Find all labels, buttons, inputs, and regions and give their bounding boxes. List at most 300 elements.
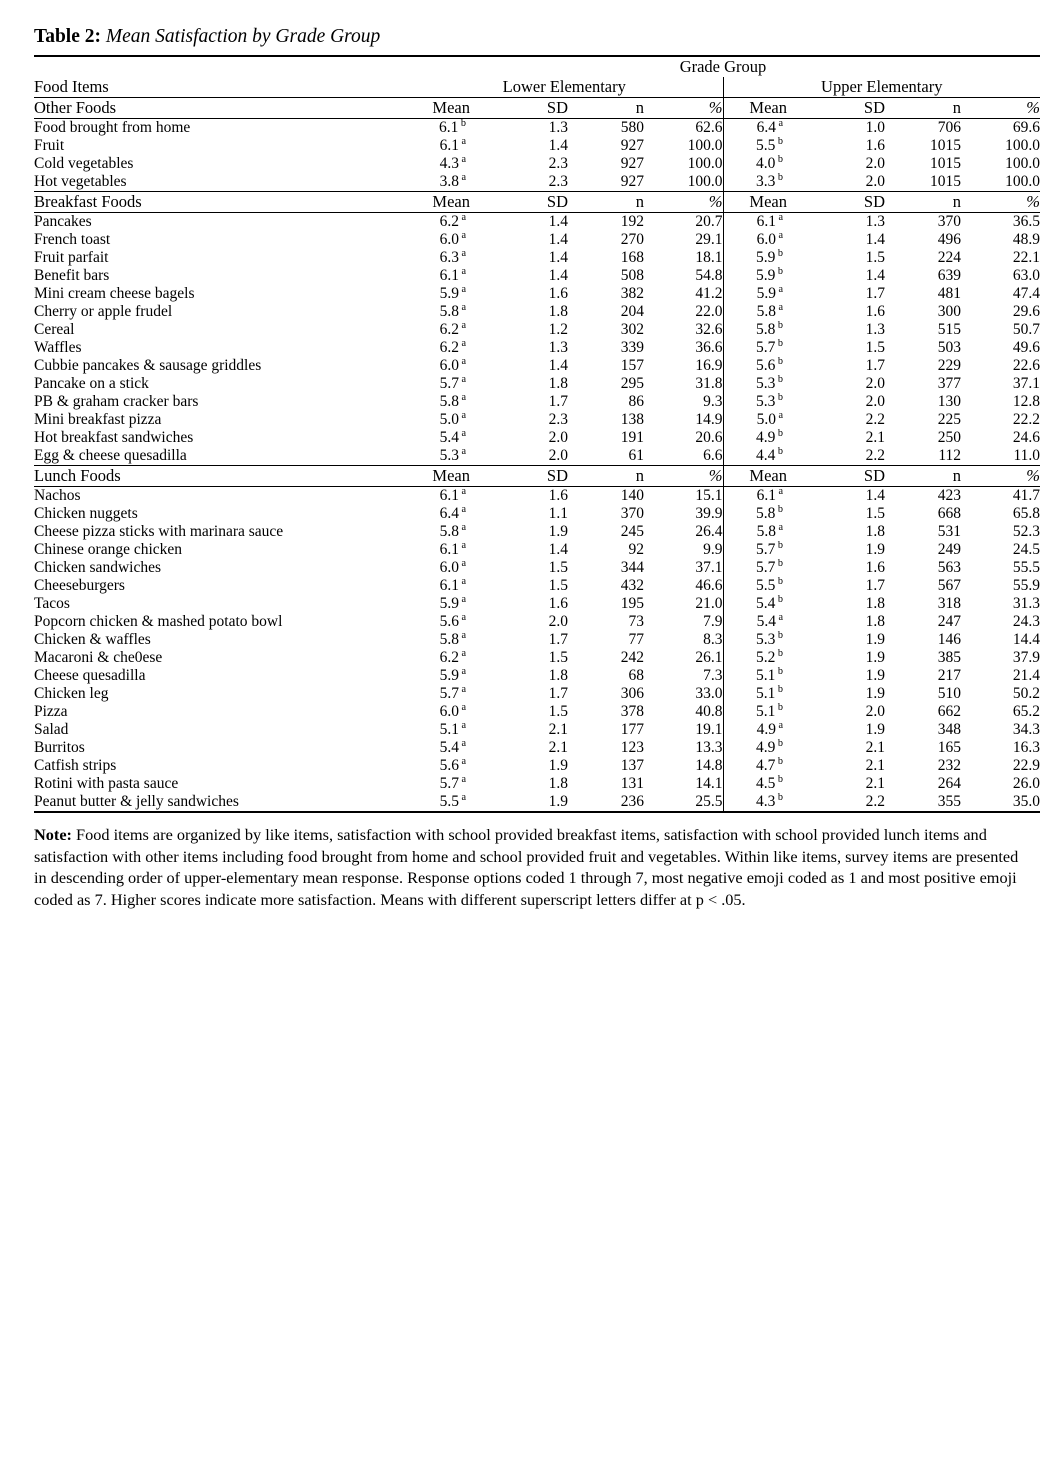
cell-pct-lower: 14.1 [695,775,723,792]
table-row [34,541,1040,559]
cell-n-upper: 1015 [930,137,961,154]
cell-n-lower: 140 [568,487,644,506]
superscript-marker: a [461,229,466,241]
lower-elementary-header: Lower Elementary [502,77,626,96]
row-item-label: Burritos [34,739,85,756]
cell-n-lower: 195 [620,595,644,612]
cell-n-lower: 191 [620,429,644,446]
row-item-label: Hot vegetables [34,173,127,190]
cell-n-upper: 662 [937,703,961,720]
cell-mean-lower: 5.7 $^a$ [439,773,466,792]
table-row [34,375,1040,393]
food-items-header: Food Items [34,77,109,96]
cell-pct-upper: 55.9 [1012,577,1040,594]
cell-pct-upper: 100.0 [1005,155,1040,172]
superscript-marker: b [777,593,783,605]
cell-mean-upper: 4.9 $^b$ [723,429,809,447]
cell-sd-lower: 2.0 [548,613,568,630]
row-item-label: Rotini with pasta sauce [34,775,179,792]
cell-pct-lower: 32.6 [695,321,723,338]
cell-pct-upper: 36.5 [961,213,1040,232]
cell-sd-upper: 1.9 [865,649,885,666]
superscript-marker: b [777,391,783,403]
cell-sd-lower: 1.6 [492,487,568,506]
col-header-pct-upper: % [961,98,1040,119]
cell-n-lower: 270 [620,231,644,248]
cell-pct-lower: 100.0 [687,155,723,172]
cell-n-lower: 77 [628,631,644,648]
row-item-label: Salad [34,721,69,738]
row-item-label: Cheese quesadilla [34,667,146,684]
table-row [34,411,1040,429]
table-row [34,631,1040,649]
cell-mean-lower: 5.7 $^a$ [439,683,466,702]
superscript-marker: b [777,355,783,367]
superscript-marker: a [461,265,466,277]
cell-sd-lower: 1.8 [548,667,568,684]
cell-pct-lower: 16.9 [695,357,723,374]
cell-sd-lower: 1.4 [548,357,568,374]
note-text: Food items are organized by like items, satisfaction with school provided breakfast items, satisfaction with school provided lunch items and satisfaction with other items including food brought from home and school provided fruit and vegetables. Within like items, survey items are presented in descending order of upper-elementary mean response. Response options coded 1 through 7, most negative emoji coded as 1 and most positive emoji coded as 7. Higher scores indicate more satisfaction. Means with different superscript letters differ at p < .05. [34,825,1019,910]
section-header-row [34,466,1040,487]
cell-sd-upper: 1.3 [865,321,885,338]
cell-sd-upper: 2.1 [865,429,885,446]
superscript-marker: b [777,427,783,439]
cell-sd-lower: 1.6 [548,285,568,302]
row-item-label: Chicken nuggets [34,505,138,522]
superscript-marker: b [460,117,466,129]
col-header-sd-lower: SD [492,98,568,119]
cell-mean-lower: 5.5 $^a$ [439,791,466,810]
cell-mean-upper: 4.3 $^b$ [723,793,809,812]
cell-pct-upper: 41.7 [961,487,1040,506]
col-header-n-upper: n [885,466,961,487]
cell-n-upper: 706 [885,119,961,138]
cell-sd-lower: 1.5 [548,703,568,720]
superscript-marker: b [777,503,783,515]
row-item-label: Fruit [34,137,65,154]
cell-mean-upper: 5.1 $^b$ [723,685,809,703]
cell-pct-upper: 63.0 [1012,267,1040,284]
cell-pct-upper: 50.7 [1012,321,1040,338]
cell-mean-lower: 6.1 $^a$ [406,487,492,506]
cell-n-upper: 370 [885,213,961,232]
cell-mean-upper: 5.5 $^b$ [723,137,809,155]
cell-sd-lower: 2.3 [548,173,568,190]
row-item-label: Benefit bars [34,267,110,284]
row-item-label: Mini breakfast pizza [34,411,162,428]
cell-n-upper: 1015 [930,173,961,190]
col-header-mean-upper: Mean [723,192,809,213]
cell-pct-upper: 29.6 [1012,303,1040,320]
cell-pct-upper: 21.4 [1012,667,1040,684]
table-body [34,56,1040,813]
cell-mean-upper: 6.1 $^a$ [723,213,809,232]
cell-n-upper: 1015 [930,155,961,172]
cell-sd-lower: 1.5 [548,577,568,594]
table-row [34,447,1040,466]
table-row [34,357,1040,375]
rule-cell [34,812,1040,813]
cell-n-lower: 236 [620,793,644,810]
table-note [34,824,1030,911]
cell-sd-lower: 1.8 [548,375,568,392]
superscript-marker: b [777,665,783,677]
table-row [34,137,1040,155]
cell-n-upper: 112 [938,447,961,464]
row-item-label: Chicken leg [34,685,109,702]
superscript-marker: a [778,283,783,295]
row-item-label: Cereal [34,321,75,338]
cell-n-lower: 61 [628,447,644,464]
cell-pct-lower: 7.9 [703,613,723,630]
table-row [34,339,1040,357]
cell-mean-upper: 6.0 $^a$ [723,231,809,249]
cell-sd-lower: 1.8 [548,303,568,320]
superscript-marker: a [461,791,466,803]
cell-n-upper: 503 [937,339,961,356]
cell-mean-upper: 5.3 $^b$ [723,393,809,411]
cell-mean-upper: 5.7 $^b$ [723,339,809,357]
superscript-marker: b [777,629,783,641]
cell-sd-lower: 2.1 [548,739,568,756]
superscript-marker: a [461,283,466,295]
cell-n-lower: 157 [620,357,644,374]
cell-n-upper: 423 [885,487,961,506]
cell-n-lower: 242 [620,649,644,666]
cell-n-lower: 92 [628,541,644,558]
cell-pct-lower: 9.3 [703,393,723,410]
col-header-n-upper: n [885,98,961,119]
superscript-marker: a [461,575,466,587]
cell-sd-upper: 2.0 [865,393,885,410]
cell-n-upper: 496 [937,231,961,248]
table-row [34,559,1040,577]
cell-mean-lower: 6.0 $^a$ [439,557,466,576]
cell-n-lower: 138 [620,411,644,428]
cell-pct-lower: 46.6 [695,577,723,594]
table-row [34,173,1040,192]
cell-mean-lower: 5.9 $^a$ [439,665,466,684]
superscript-marker: b [777,319,783,331]
superscript-marker: a [461,485,466,497]
cell-n-lower: 580 [568,119,644,138]
cell-sd-lower: 1.9 [548,793,568,810]
cell-sd-upper: 1.9 [865,721,885,738]
superscript-marker: a [461,427,466,439]
row-item-label: Catfish strips [34,757,117,774]
cell-sd-lower: 1.9 [548,757,568,774]
row-item-label: Pancakes [34,213,406,232]
row-item-label: Chinese orange chicken [34,541,183,558]
cell-mean-upper: 5.3 $^b$ [723,375,809,393]
cell-pct-upper: 35.0 [1012,793,1040,810]
superscript-marker: a [461,391,466,403]
row-item-label: Nachos [34,487,406,506]
cell-n-lower: 131 [620,775,644,792]
cell-pct-lower: 22.0 [695,303,723,320]
superscript-marker: a [461,611,466,623]
cell-n-lower: 432 [620,577,644,594]
cell-mean-upper: 4.5 $^b$ [723,775,809,793]
superscript-marker: b [777,247,783,259]
table-row [34,119,1040,138]
col-header-sd-lower: SD [492,192,568,213]
table-title-text: Mean Satisfaction by Grade Group [105,26,381,47]
group-label-row [34,77,1040,98]
cell-mean-lower: 3.8 $^a$ [439,171,466,190]
cell-n-lower: 192 [568,213,644,232]
table-row [34,721,1040,739]
cell-mean-upper: 5.4 $^a$ [723,613,809,631]
row-item-label: Cherry or apple frudel [34,303,173,320]
superscript-marker: a [461,647,466,659]
cell-sd-lower: 1.4 [548,249,568,266]
superscript-marker: a [778,485,783,497]
cell-mean-lower: 6.1 $^a$ [439,539,466,558]
table-row [34,667,1040,685]
cell-mean-upper: 5.8 $^b$ [723,321,809,339]
col-header-mean-upper: Mean [723,466,809,487]
cell-mean-upper: 5.3 $^b$ [723,631,809,649]
section-title: Other Foods [34,98,406,119]
cell-sd-upper: 1.4 [865,231,885,248]
cell-n-upper: 264 [937,775,961,792]
cell-sd-lower: 1.5 [548,559,568,576]
superscript-marker: a [461,521,466,533]
satisfaction-table [34,55,1040,813]
row-item-label: Pancake on a stick [34,375,149,392]
row-item-label: Peanut butter & jelly sandwiches [34,793,239,810]
cell-sd-upper: 1.7 [865,357,885,374]
cell-mean-lower: 5.4 $^a$ [439,737,466,756]
cell-n-lower: 344 [620,559,644,576]
superscript-marker: a [461,153,466,165]
cell-pct-upper: 47.4 [1012,285,1040,302]
cell-sd-lower: 1.9 [548,523,568,540]
table-row [34,685,1040,703]
table-title-colon: : [94,26,102,47]
cell-mean-upper: 5.2 $^b$ [723,649,809,667]
cell-n-lower: 927 [620,137,644,154]
row-item-label: Macaroni & che0ese [34,649,163,666]
cell-pct-upper: 22.9 [1012,757,1040,774]
cell-mean-lower: 6.1 $^a$ [439,135,466,154]
cell-n-lower: 508 [620,267,644,284]
cell-mean-lower: 5.8 $^a$ [439,629,466,648]
cell-sd-lower: 1.4 [548,541,568,558]
cell-n-lower: 245 [620,523,644,540]
cell-n-lower: 177 [620,721,644,738]
cell-mean-upper: 4.9 $^b$ [723,739,809,757]
row-item-label: Hot breakfast sandwiches [34,429,194,446]
cell-mean-lower: 6.0 $^a$ [439,701,466,720]
superscript-marker: b [777,153,783,165]
cell-n-upper: 165 [937,739,961,756]
cell-sd-upper: 1.8 [865,523,885,540]
cell-mean-upper: 5.1 $^b$ [723,667,809,685]
cell-mean-lower: 5.6 $^a$ [439,611,466,630]
cell-mean-upper: 5.6 $^b$ [723,357,809,375]
cell-mean-lower: 4.3 $^a$ [439,153,466,172]
rule-bottom [34,812,1040,813]
cell-pct-upper: 100.0 [1005,137,1040,154]
superscript-marker: b [777,701,783,713]
superscript-marker: a [461,683,466,695]
cell-sd-upper: 1.0 [809,119,885,138]
cell-sd-upper: 1.5 [865,505,885,522]
cell-sd-upper: 1.5 [865,339,885,356]
row-item-label: Cheeseburgers [34,577,125,594]
cell-sd-lower: 2.1 [548,721,568,738]
table-row [34,303,1040,321]
cell-pct-upper: 16.3 [1012,739,1040,756]
cell-mean-upper: 5.8 $^a$ [723,303,809,321]
superscript-marker: b [777,265,783,277]
cell-n-lower: 927 [620,155,644,172]
superscript-marker: a [461,171,466,183]
cell-n-lower: 168 [620,249,644,266]
cell-sd-lower: 1.7 [548,685,568,702]
row-item-label: Waffles [34,339,82,356]
cell-mean-upper: 5.0 $^a$ [723,411,809,429]
col-header-pct-lower: % [644,98,723,119]
grade-group-banner-row [34,57,1040,77]
row-item-label: Fruit parfait [34,249,109,266]
cell-mean-upper: 4.0 $^b$ [723,155,809,173]
cell-mean-lower: 6.3 $^a$ [439,247,466,266]
cell-sd-lower: 1.4 [548,231,568,248]
cell-pct-upper: 26.0 [1012,775,1040,792]
cell-sd-upper: 2.0 [865,703,885,720]
cell-mean-upper: 5.9 $^a$ [723,285,809,303]
cell-mean-lower: 6.2 $^a$ [406,213,492,232]
cell-mean-lower: 6.1 $^a$ [439,575,466,594]
superscript-marker: b [777,647,783,659]
table-row [34,739,1040,757]
table-row [34,249,1040,267]
cell-pct-lower: 29.1 [695,231,723,248]
table-row [34,393,1040,411]
row-item-label: Cubbie pancakes & sausage griddles [34,357,262,374]
spacer [34,57,406,77]
cell-pct-lower: 6.6 [703,447,723,464]
cell-mean-lower: 6.0 $^a$ [439,229,466,248]
col-header-sd-upper: SD [809,192,885,213]
superscript-marker: a [461,301,466,313]
superscript-marker: a [461,247,466,259]
cell-mean-lower: 5.6 $^a$ [439,755,466,774]
superscript-marker: a [778,229,783,241]
superscript-marker: b [777,337,783,349]
cell-mean-lower: 6.1 $^a$ [439,265,466,284]
superscript-marker: a [461,701,466,713]
col-header-sd-lower: SD [492,466,568,487]
superscript-marker: b [777,445,783,457]
cell-mean-lower: 5.9 $^a$ [439,593,466,612]
cell-n-upper: 224 [937,249,961,266]
cell-n-lower: 378 [620,703,644,720]
cell-n-upper: 515 [937,321,961,338]
cell-sd-lower: 1.5 [548,649,568,666]
cell-n-lower: 204 [620,303,644,320]
cell-sd-upper: 2.1 [865,775,885,792]
table-row [34,321,1040,339]
cell-mean-upper: 5.8 $^a$ [723,523,809,541]
cell-n-lower: 86 [628,393,644,410]
cell-mean-upper: 6.4 $^a$ [723,119,809,138]
superscript-marker: a [461,665,466,677]
cell-sd-upper: 2.1 [865,739,885,756]
cell-n-upper: 247 [937,613,961,630]
cell-mean-lower: 5.8 $^a$ [439,301,466,320]
cell-sd-upper: 2.2 [865,447,885,464]
cell-pct-upper: 55.5 [1012,559,1040,576]
cell-n-upper: 232 [937,757,961,774]
cell-n-lower: 339 [620,339,644,356]
cell-pct-upper: 12.8 [1012,393,1040,410]
cell-pct-upper: 50.2 [1012,685,1040,702]
col-header-mean-lower: Mean [406,192,492,213]
col-header-n-lower: n [568,192,644,213]
cell-n-upper: 567 [937,577,961,594]
row-item-label: PB & graham cracker bars [34,393,199,410]
row-item-label: Chicken sandwiches [34,559,161,576]
cell-pct-lower: 14.9 [695,411,723,428]
superscript-marker: a [778,409,783,421]
cell-n-lower: 927 [620,173,644,190]
cell-sd-upper: 1.8 [865,595,885,612]
cell-sd-upper: 2.0 [865,155,885,172]
table-row [34,595,1040,613]
cell-pct-upper: 31.3 [1012,595,1040,612]
cell-n-upper: 229 [937,357,961,374]
cell-pct-upper: 48.9 [1012,231,1040,248]
cell-sd-lower: 1.2 [548,321,568,338]
cell-mean-lower: 5.4 $^a$ [439,427,466,446]
table-row [34,267,1040,285]
table-row [34,775,1040,793]
cell-pct-upper: 69.6 [961,119,1040,138]
cell-sd-lower: 1.3 [492,119,568,138]
cell-pct-lower: 14.8 [695,757,723,774]
superscript-marker: a [461,719,466,731]
row-item-label: Tacos [34,595,70,612]
superscript-marker: a [778,117,783,129]
superscript-marker: a [461,373,466,385]
cell-pct-lower: 26.4 [695,523,723,540]
cell-sd-lower: 1.4 [548,267,568,284]
col-header-mean-upper: Mean [723,98,809,119]
cell-pct-upper: 22.1 [1012,249,1040,266]
cell-sd-lower: 2.3 [548,411,568,428]
cell-sd-lower: 1.3 [548,339,568,356]
cell-sd-upper: 1.4 [809,487,885,506]
cell-sd-lower: 1.4 [548,137,568,154]
cell-pct-upper: 24.5 [1012,541,1040,558]
cell-pct-lower: 100.0 [687,137,723,154]
cell-n-lower: 370 [620,505,644,522]
cell-pct-lower: 100.0 [687,173,723,190]
cell-mean-upper: 5.7 $^b$ [723,541,809,559]
section-header-row [34,192,1040,213]
col-header-pct-upper: % [961,466,1040,487]
cell-sd-upper: 1.7 [865,577,885,594]
cell-pct-upper: 49.6 [1012,339,1040,356]
cell-n-upper: 225 [937,411,961,428]
cell-mean-lower: 5.8 $^a$ [439,391,466,410]
cell-pct-upper: 65.8 [1012,505,1040,522]
